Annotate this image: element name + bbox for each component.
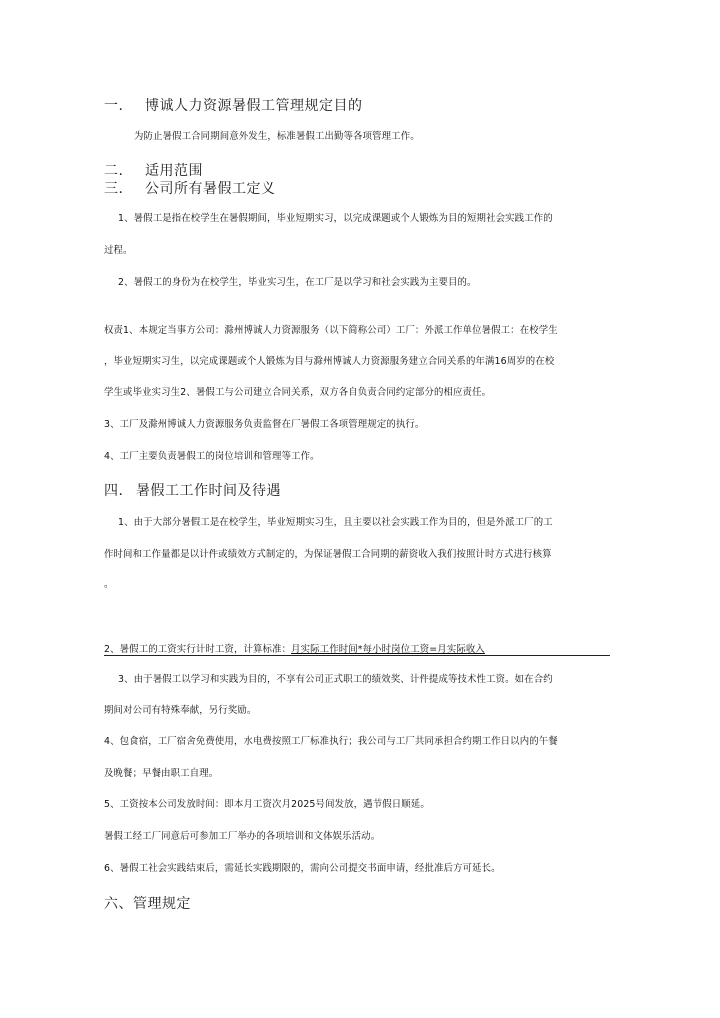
rights-line-4: 3、工厂及滁州博诚人力资源服务负责监督在厂暑假工各项管理规定的执行。 <box>104 419 425 430</box>
work-1-line-a: 1、由于大部分暑假工是在校学生，毕业短期实习生，且主要以社会实践工作为目的，但是外派工厂的工 <box>118 517 553 528</box>
rights-line-1: 权责1、本规定当事方公司：滁州博诚人力资源服务（以下简称公司）工厂：外派工作单位暑假工：在校学生 <box>104 325 558 336</box>
work-5-line: 5、工资按本公司发放时间：即本月工资次月2025号间发放，遇节假日顺延。 <box>104 799 430 810</box>
rights-line-3: 学生或毕业实习生2、暑假工与公司建立合同关系，双方各自负责合同约定部分的相应责任。 <box>104 387 492 398</box>
salary-formula: 月实际工作时间*每小时岗位工资=月实际收入 <box>291 644 485 655</box>
purpose-line: 为防止暑假工合同期间意外发生，标准暑假工出勤等各项管理工作。 <box>134 131 420 142</box>
work-6-line: 6、暑假工社会实践结束后，需延长实践期限的，需向公司提交书面申请，经批准后方可延长。 <box>104 863 501 874</box>
section-6-heading <box>104 893 191 913</box>
work-4-line-a: 4、包食宿，工厂宿舍免费使用，水电费按照工厂标准执行；我公司与工厂共同承担合约期工作日以内的午餐 <box>104 736 558 747</box>
work-4-line-b: 及晚餐；早餐由职工自理。 <box>104 768 219 779</box>
work-1-line-b: 作时间和工作量都是以计件或绩效方式制定的，为保证暑假工合同期的薪资收入我们按照计时方式进行核算 <box>104 549 552 560</box>
rights-line-5: 4、工厂主要负责暑假工的岗位培训和管理等工作。 <box>104 451 320 462</box>
section-3-title: 公司所有暑假工定义 <box>145 181 276 197</box>
work-1-line-c: 。 <box>104 579 114 590</box>
section-3-heading <box>104 178 276 198</box>
section-2-heading <box>104 160 203 180</box>
section-1-title: 博诚人力资源暑假工管理规定目的 <box>145 98 363 114</box>
section-2-title: 适用范围 <box>145 163 203 179</box>
work-2-prefix: 2、暑假工的工资实行计时工资，计算标准： <box>104 644 292 655</box>
section-4-heading <box>104 480 281 500</box>
definition-1-line-a: 1、暑假工是指在校学生在暑假期间，毕业短期实习，以完成课题或个人锻炼为目的短期社会实践工作的 <box>118 213 553 224</box>
section-2-number: 二. <box>104 163 124 179</box>
rights-line-2: ，毕业短期实习生，以完成课题或个人锻炼为目与滁州博诚人力资源服务建立合同关系的年满16周岁的在校 <box>104 356 555 367</box>
section-4-number: 四. <box>104 483 124 499</box>
definition-2-line: 2、暑假工的身份为在校学生，毕业实习生，在工厂是以学习和社会实践为主要目的。 <box>118 277 477 288</box>
work-5-line-b: 暑假工经工厂同意后可参加工厂举办的各项培训和文体娱乐活动。 <box>104 831 381 842</box>
section-3-number: 三. <box>104 181 124 197</box>
section-4-title: 暑假工工作时间及待遇 <box>136 483 281 499</box>
divider-line <box>104 655 610 656</box>
section-6-title: 六、管理规定 <box>104 896 191 912</box>
section-1-heading <box>104 95 363 115</box>
definition-1-line-b: 过程。 <box>104 245 133 256</box>
work-3-line-a: 3、由于暑假工以学习和实践为目的，不享有公司正式职工的绩效奖、计件提成等技术性工资。如在合约 <box>118 674 553 685</box>
work-2-line <box>104 641 485 655</box>
work-3-line-b: 期间对公司有特殊奉献，另行奖励。 <box>104 705 257 716</box>
section-1-number: 一. <box>104 98 124 114</box>
